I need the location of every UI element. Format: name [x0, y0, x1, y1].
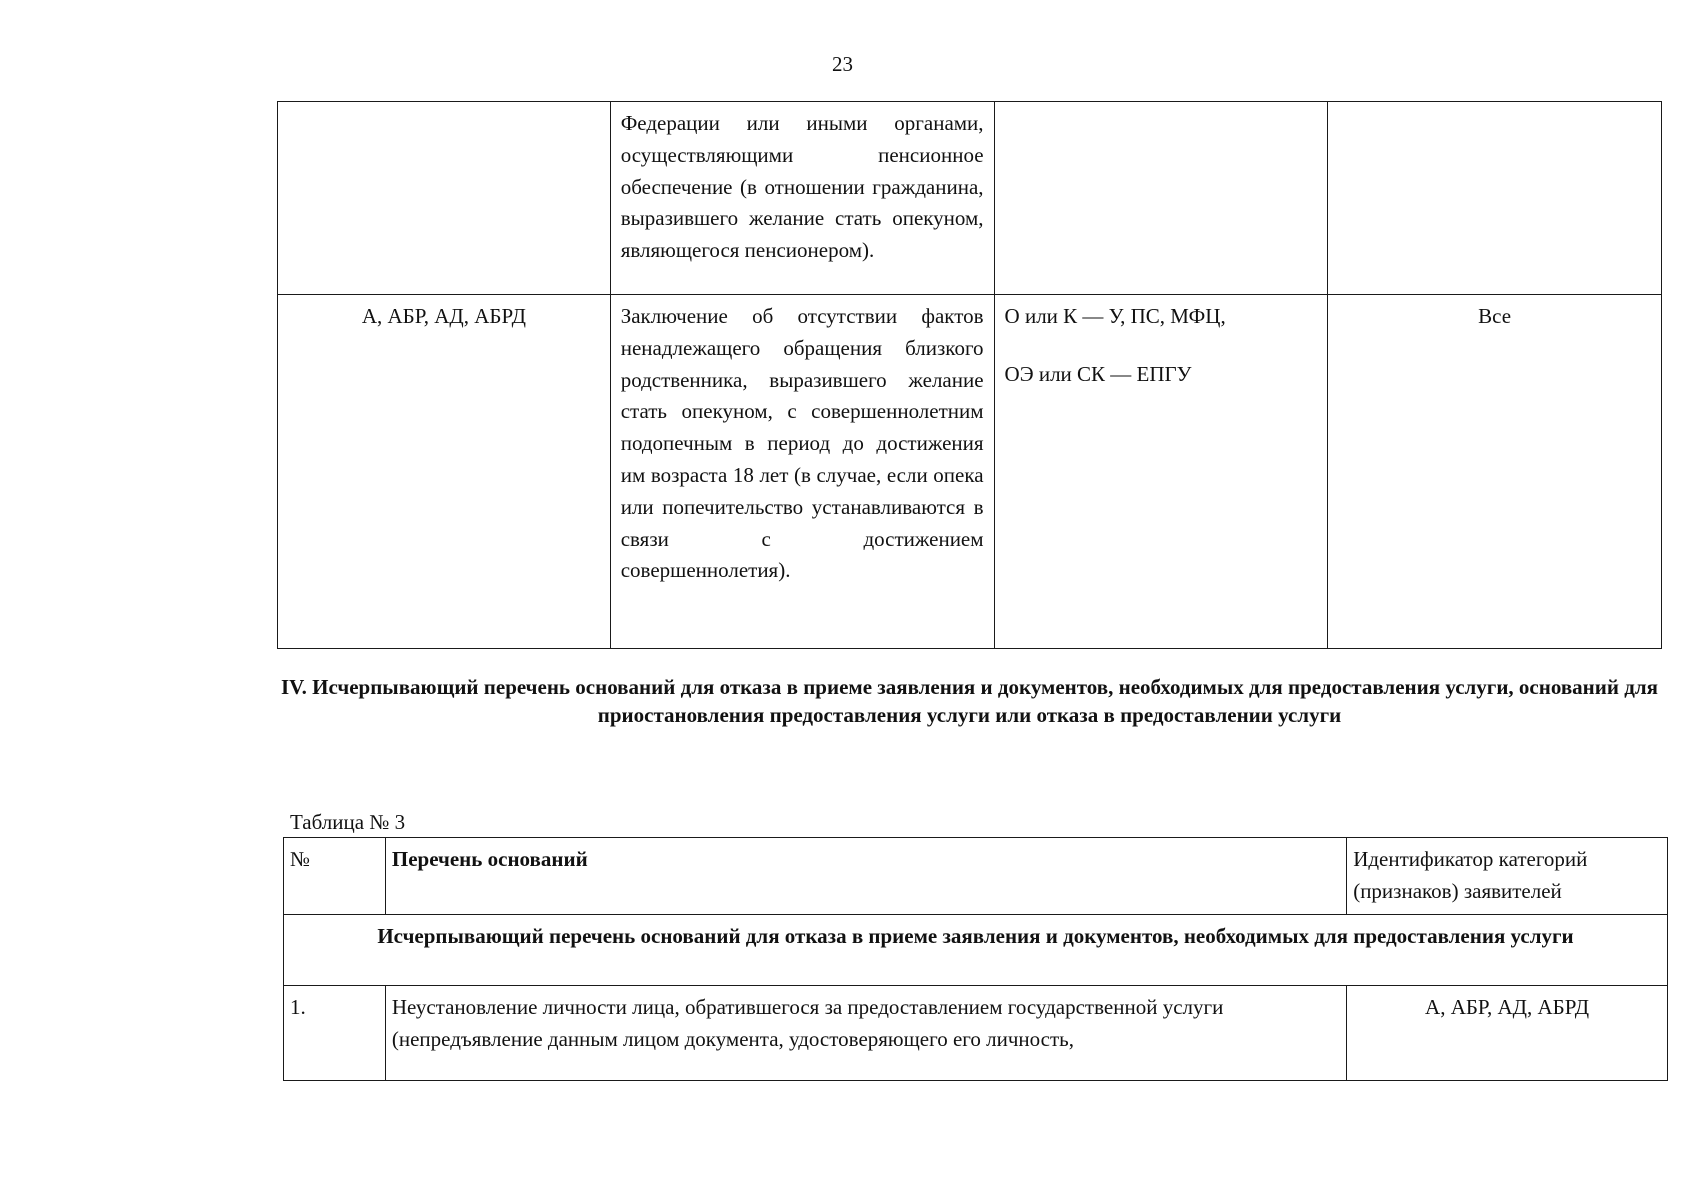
document-cell: Федерации или иными органами, осуществляющими пенсионное обеспечение (в отношении гражданина, выразившего желание стать опекуном, являющегося пенсионером).: [610, 102, 994, 295]
submission-method-cell: [994, 295, 1328, 649]
header-grounds: Перечень оснований: [385, 838, 1346, 915]
category-cell: А, АБР, АД, АБРД: [278, 295, 611, 649]
table-row: [278, 295, 1662, 649]
table-subheader-row: [284, 915, 1668, 986]
row-identifier: А, АБР, АД, АБРД: [1347, 986, 1668, 1081]
applicant-scope-cell: Все: [1328, 295, 1662, 649]
header-identifier: Идентификатор категорий (признаков) заявителей: [1347, 838, 1668, 915]
header-number: №: [284, 838, 386, 915]
row-number: 1.: [284, 986, 386, 1081]
section-heading: IV. Исчерпывающий перечень оснований для отказа в приеме заявления и документов, необходимых для предоставления услуги, оснований для приостановления предоставления услуги или отказа в предоставлении услуги: [281, 675, 1658, 727]
row-text: Неустановление личности лица, обратившегося за предоставлением государственной услуги (непредъявление данным лицом документа, удостоверяющего его личность,: [385, 986, 1346, 1081]
document-cell: Заключение об отсутствии фактов ненадлежащего обращения близкого родственника, выразившего желание стать опекуном, с совершеннолетним подопечным в период до достижения им возраста 18 лет (в случае, если опека или попечительство устанавливаются в связи с достижением совершеннолетия).: [610, 295, 994, 649]
submission-method-cell: [994, 102, 1328, 295]
continuation-table: [277, 101, 1662, 649]
table-caption: Таблица № 3: [290, 810, 406, 834]
subheader-cell: Исчерпывающий перечень оснований для отказа в приеме заявления и документов, необходимых для предоставления услуги: [284, 915, 1668, 986]
applicant-scope-cell: [1328, 102, 1662, 295]
grounds-table: [283, 837, 1668, 1081]
table-row: [284, 986, 1668, 1081]
submission-method-line: ОЭ или СК — ЕПГУ: [1004, 361, 1192, 386]
page-number: 23: [832, 52, 853, 76]
submission-method-line: О или К — У, ПС, МФЦ,: [1004, 304, 1226, 328]
line-gap: [1005, 333, 1318, 359]
category-cell: [278, 102, 611, 295]
table-header-row: [284, 838, 1668, 915]
table-row: [278, 102, 1662, 295]
